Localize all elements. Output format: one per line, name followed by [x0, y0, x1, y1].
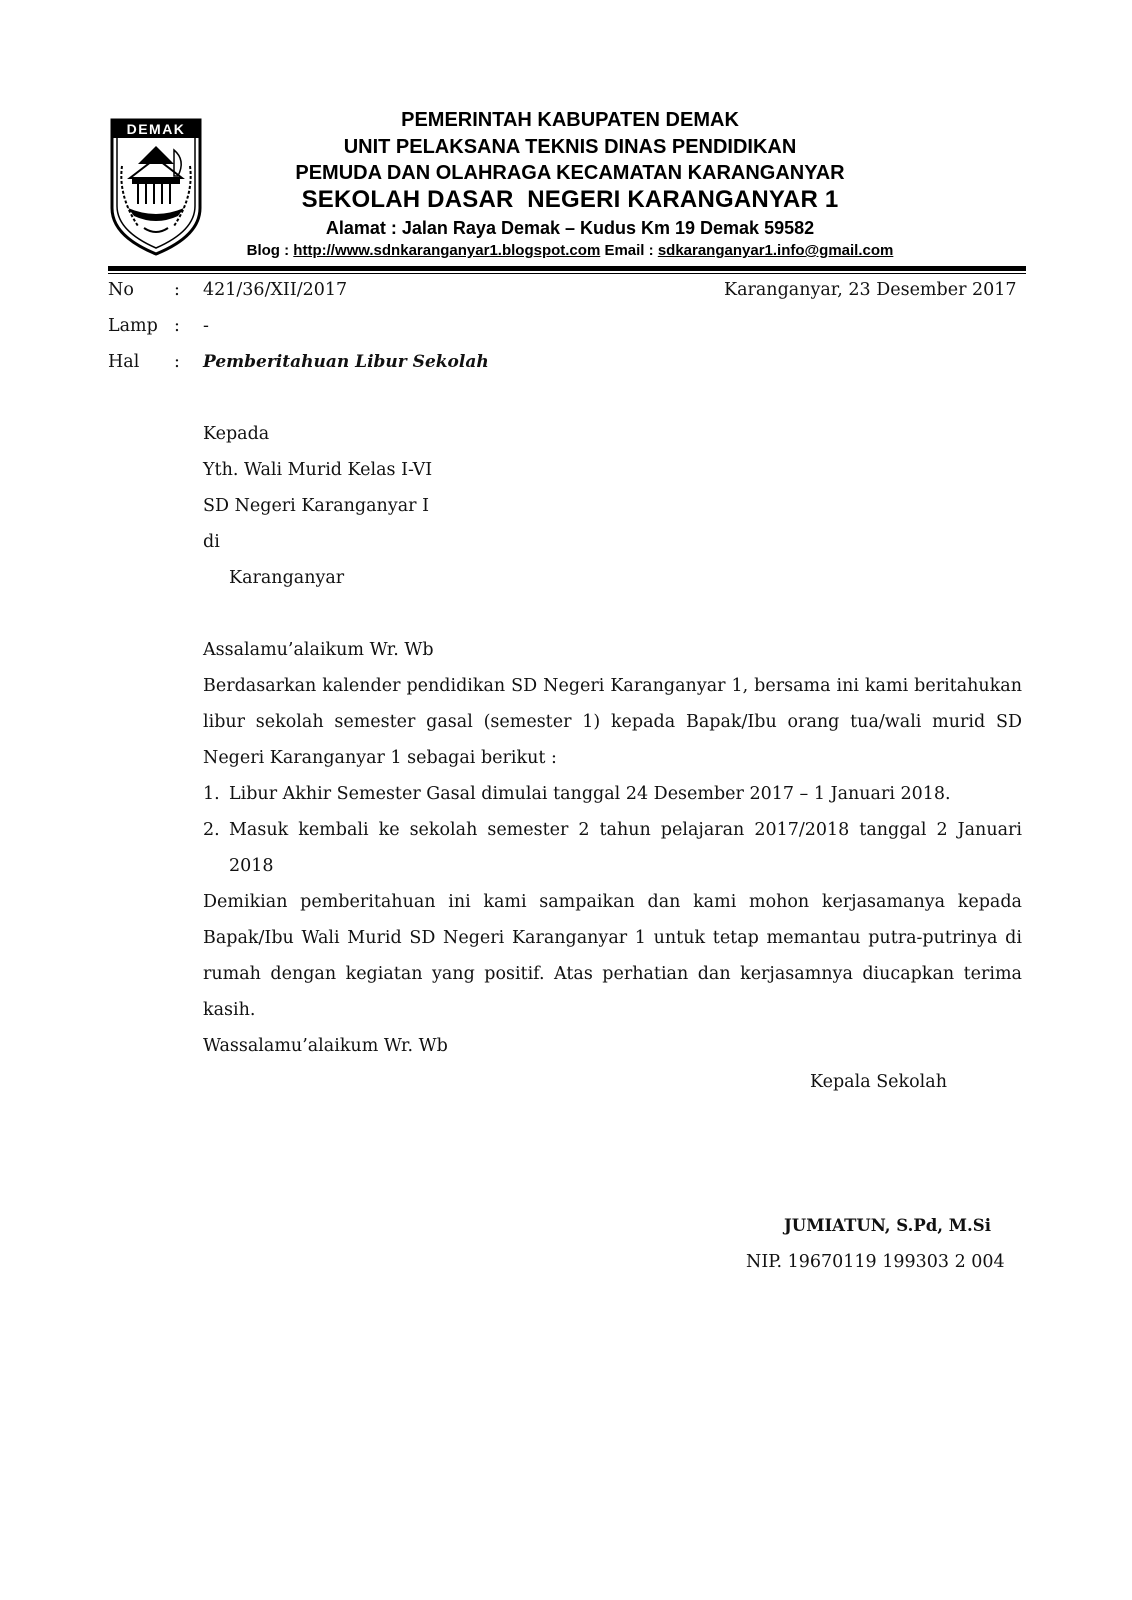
paragraph-2-line-1: Demikian pemberitahuan ini kami sampaikan dan kami mohon kerjasamanya kepada	[203, 892, 1022, 912]
paragraph-1-line-1: Berdasarkan kalender pendidikan SD Negeri Karanganyar 1, bersama ini kami beritahukan	[203, 676, 1022, 696]
recipient-line-3: SD Negeri Karanganyar I	[203, 496, 429, 516]
logo-label: DEMAK	[126, 121, 186, 137]
hal-label: Hal	[108, 352, 140, 372]
paragraph-1-line-2: libur sekolah semester gasal (semester 1) kepada Bapak/Ibu orang tua/wali murid SD	[203, 712, 1022, 732]
header-divider-thick	[108, 266, 1026, 271]
signatory-nip: NIP. 19670119 199303 2 004	[746, 1252, 1005, 1272]
no-label: No	[108, 280, 134, 300]
school-address: Alamat : Jalan Raya Demak – Kudus Km 19 Demak 59582	[325, 218, 815, 238]
list-item-1-number: 1.	[203, 784, 220, 804]
letterhead-line-1: PEMERINTAH KABUPATEN DEMAK	[401, 109, 739, 131]
list-item-2-line-1: Masuk kembali ke sekolah semester 2 tahun pelajaran 2017/2018 tanggal 2 Januari	[229, 820, 1022, 840]
email-label: Email :	[600, 242, 658, 259]
signatory-name: JUMIATUN, S.Pd, M.Si	[784, 1216, 991, 1235]
paragraph-1-line-3: Negeri Karanganyar 1 sebagai berikut :	[203, 748, 557, 768]
recipient-line-5: Karanganyar	[229, 568, 345, 588]
closing-greeting: Wassalamu’alaikum Wr. Wb	[203, 1036, 448, 1056]
recipient-line-2: Yth. Wali Murid Kelas I-VI	[203, 460, 433, 480]
greeting: Assalamu’alaikum Wr. Wb	[203, 640, 434, 660]
blog-label: Blog :	[246, 242, 294, 259]
subject: Pemberitahuan Libur Sekolah	[203, 352, 489, 372]
paragraph-2-line-4: kasih.	[203, 1000, 256, 1020]
header-divider-thin	[108, 273, 1026, 274]
signature-title: Kepala Sekolah	[810, 1072, 947, 1092]
email-link[interactable]: sdkaranganyar1.info@gmail.com	[657, 242, 894, 259]
school-name: SEKOLAH DASAR NEGERI KARANGANYAR 1	[301, 186, 839, 213]
no-colon: :	[174, 280, 180, 300]
list-item-2-line-2: 2018	[229, 856, 274, 876]
recipient-line-4: di	[203, 532, 220, 552]
place-date: Karanganyar, 23 Desember 2017	[724, 280, 1017, 300]
recipient-line-1: Kepada	[203, 424, 270, 444]
letterhead-line-2: UNIT PELAKSANA TEKNIS DINAS PENDIDIKAN	[343, 136, 797, 158]
list-item-2-number: 2.	[203, 820, 220, 840]
lamp-colon: :	[174, 316, 180, 336]
hal-colon: :	[174, 352, 180, 372]
paragraph-2-line-3: rumah dengan kegiatan yang positif. Atas perhatian dan kerjasamnya diucapkan terima	[203, 964, 1022, 984]
contact-line	[190, 242, 950, 259]
lamp-value: -	[203, 316, 209, 336]
lamp-label: Lamp	[108, 316, 158, 336]
no-value: 421/36/XII/2017	[203, 280, 348, 300]
list-item-1-text: Libur Akhir Semester Gasal dimulai tanggal 24 Desember 2017 – 1 Januari 2018.	[229, 784, 951, 804]
blog-link[interactable]: http://www.sdnkaranganyar1.blogspot.com	[293, 242, 601, 259]
letterhead-line-3: PEMUDA DAN OLAHRAGA KECAMATAN KARANGANYAR	[295, 162, 845, 184]
paragraph-2-line-2: Bapak/Ibu Wali Murid SD Negeri Karanganyar 1 untuk tetap memantau putra-putrinya di	[203, 928, 1022, 948]
